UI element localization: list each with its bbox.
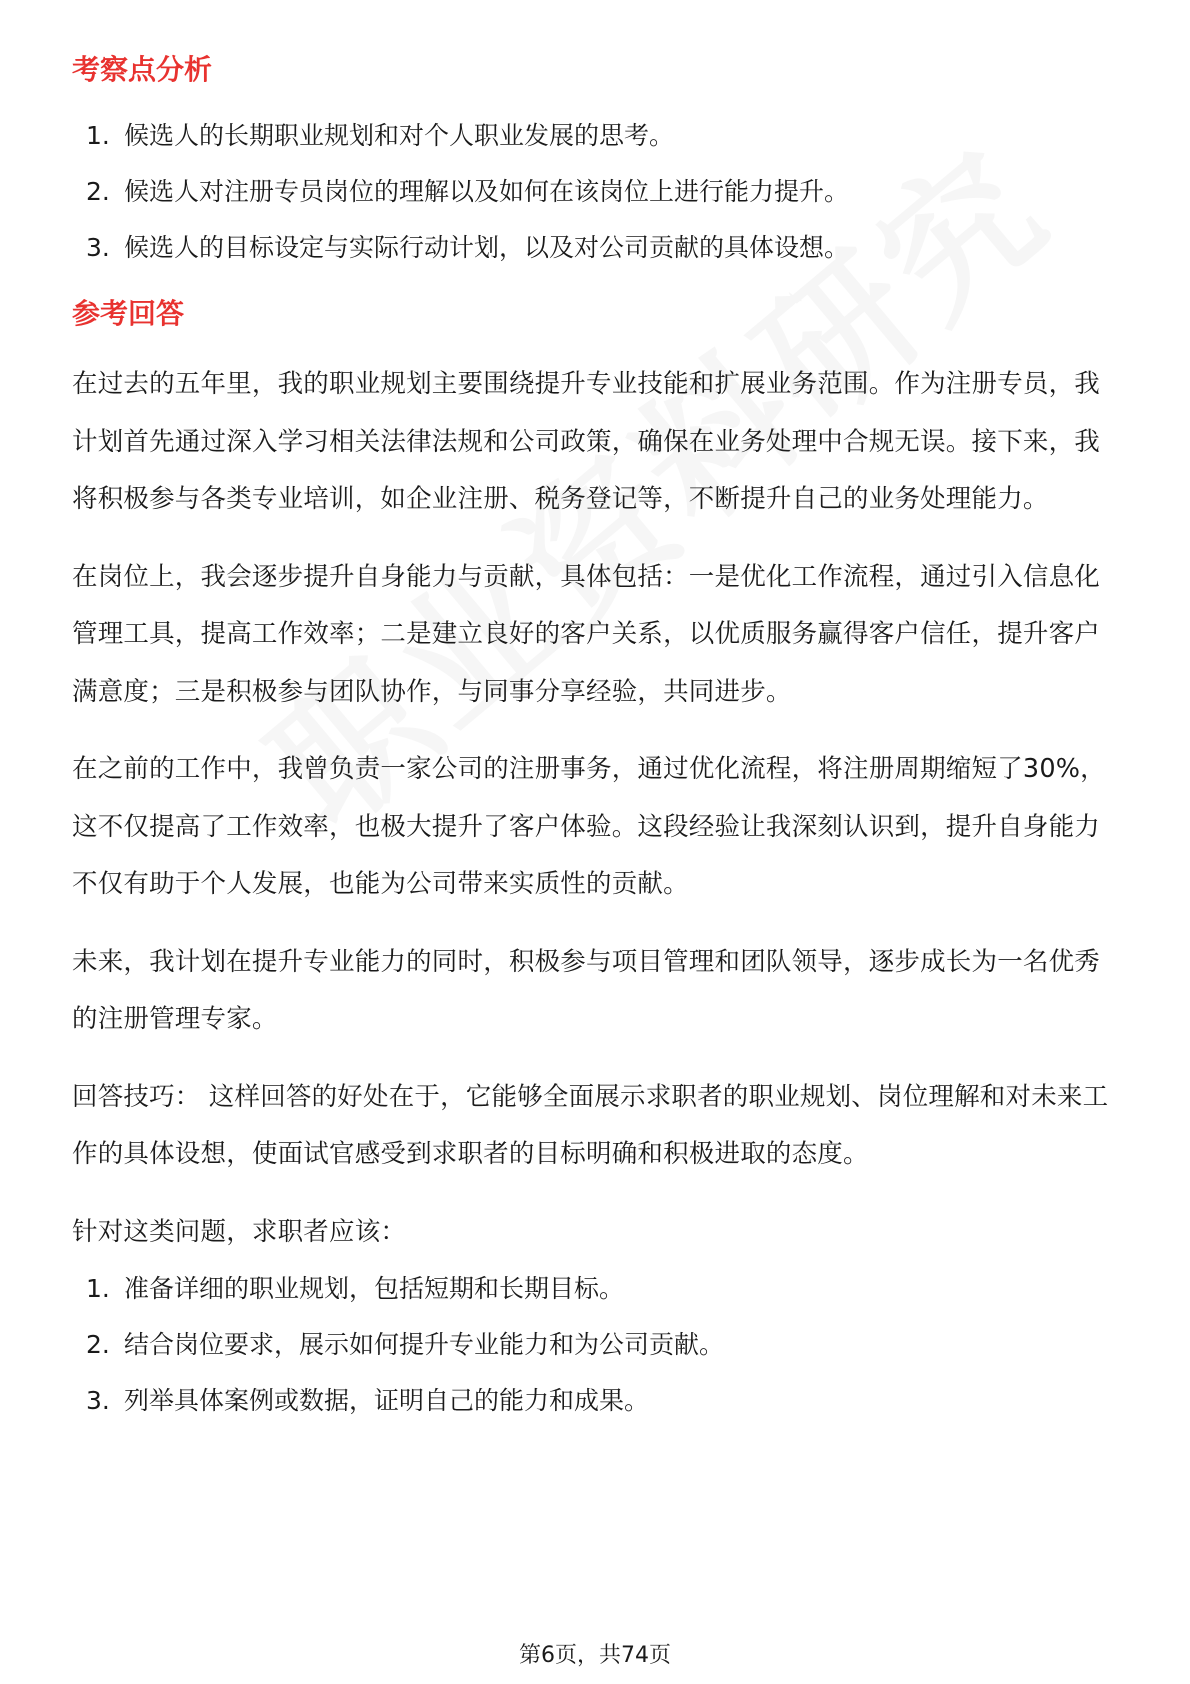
analysis-list [72, 108, 1118, 276]
list-item [72, 220, 1118, 276]
tips-paragraph: 回答技巧： 这样回答的好处在于，它能够全面展示求职者的职业规划、岗位理解和对未来工作的具体设想，使面试官感受到求职者的目标明确和积极进取的态度。 [72, 1081, 1109, 1169]
list-item-text: 列举具体案例或数据，证明自己的能力和成果。 [124, 1386, 650, 1415]
list-item [72, 164, 1118, 220]
list-item [72, 1261, 1118, 1317]
list-item-number: 3. [86, 233, 110, 262]
answer-paragraph: 在之前的工作中，我曾负责一家公司的注册事务，通过优化流程，将注册周期缩短了30%，这不仅提高了工作效率，也极大提升了客户体验。这段经验让我深刻认识到，提升自身能力不仅有助于个人发展，也能为公司带来实质性的贡献。 [72, 754, 1106, 899]
list-item-number: 3. [86, 1386, 110, 1415]
list-item-text: 候选人的目标设定与实际行动计划，以及对公司贡献的具体设想。 [124, 233, 850, 262]
list-item-text: 候选人的长期职业规划和对个人职业发展的思考。 [124, 121, 675, 150]
list-item [72, 108, 1118, 164]
analysis-heading: 考察点分析 [72, 53, 213, 86]
list-item [72, 1317, 1118, 1373]
page-footer: 第6页，共74页 [519, 1643, 671, 1668]
list-item-text: 候选人对注册专员岗位的理解以及如何在该岗位上进行能力提升。 [124, 177, 850, 206]
list-item-text: 结合岗位要求，展示如何提升专业能力和为公司贡献。 [124, 1330, 725, 1359]
advice-intro: 针对这类问题，求职者应该： [72, 1216, 407, 1247]
advice-list [72, 1261, 1118, 1429]
list-item [72, 1373, 1118, 1429]
answer-paragraph: 在岗位上，我会逐步提升自身能力与贡献，具体包括：一是优化工作流程，通过引入信息化管理工具，提高工作效率；二是建立良好的客户关系，以优质服务赢得客户信任，提升客户满意度；三是积极参与团队协作，与同事分享经验，共同进步。 [72, 561, 1101, 707]
list-item-number: 1. [86, 1274, 110, 1303]
answer-paragraph: 未来，我计划在提升专业能力的同时，积极参与项目管理和团队领导，逐步成长为一名优秀的注册管理专家。 [72, 946, 1101, 1034]
answer-heading: 参考回答 [72, 297, 185, 330]
list-item-number: 2. [86, 177, 110, 206]
answer-paragraph: 在过去的五年里，我的职业规划主要围绕提升专业技能和扩展业务范围。作为注册专员，我计划首先通过深入学习相关法律法规和公司政策，确保在业务处理中合规无误。接下来，我将积极参与各类专业培训，如企业注册、税务登记等，不断提升自己的业务处理能力。 [72, 369, 1101, 514]
content-area [72, 50, 1118, 1429]
list-item-number: 2. [86, 1330, 110, 1359]
list-item-text: 准备详细的职业规划，包括短期和长期目标。 [124, 1274, 625, 1303]
list-item-number: 1. [86, 121, 110, 150]
